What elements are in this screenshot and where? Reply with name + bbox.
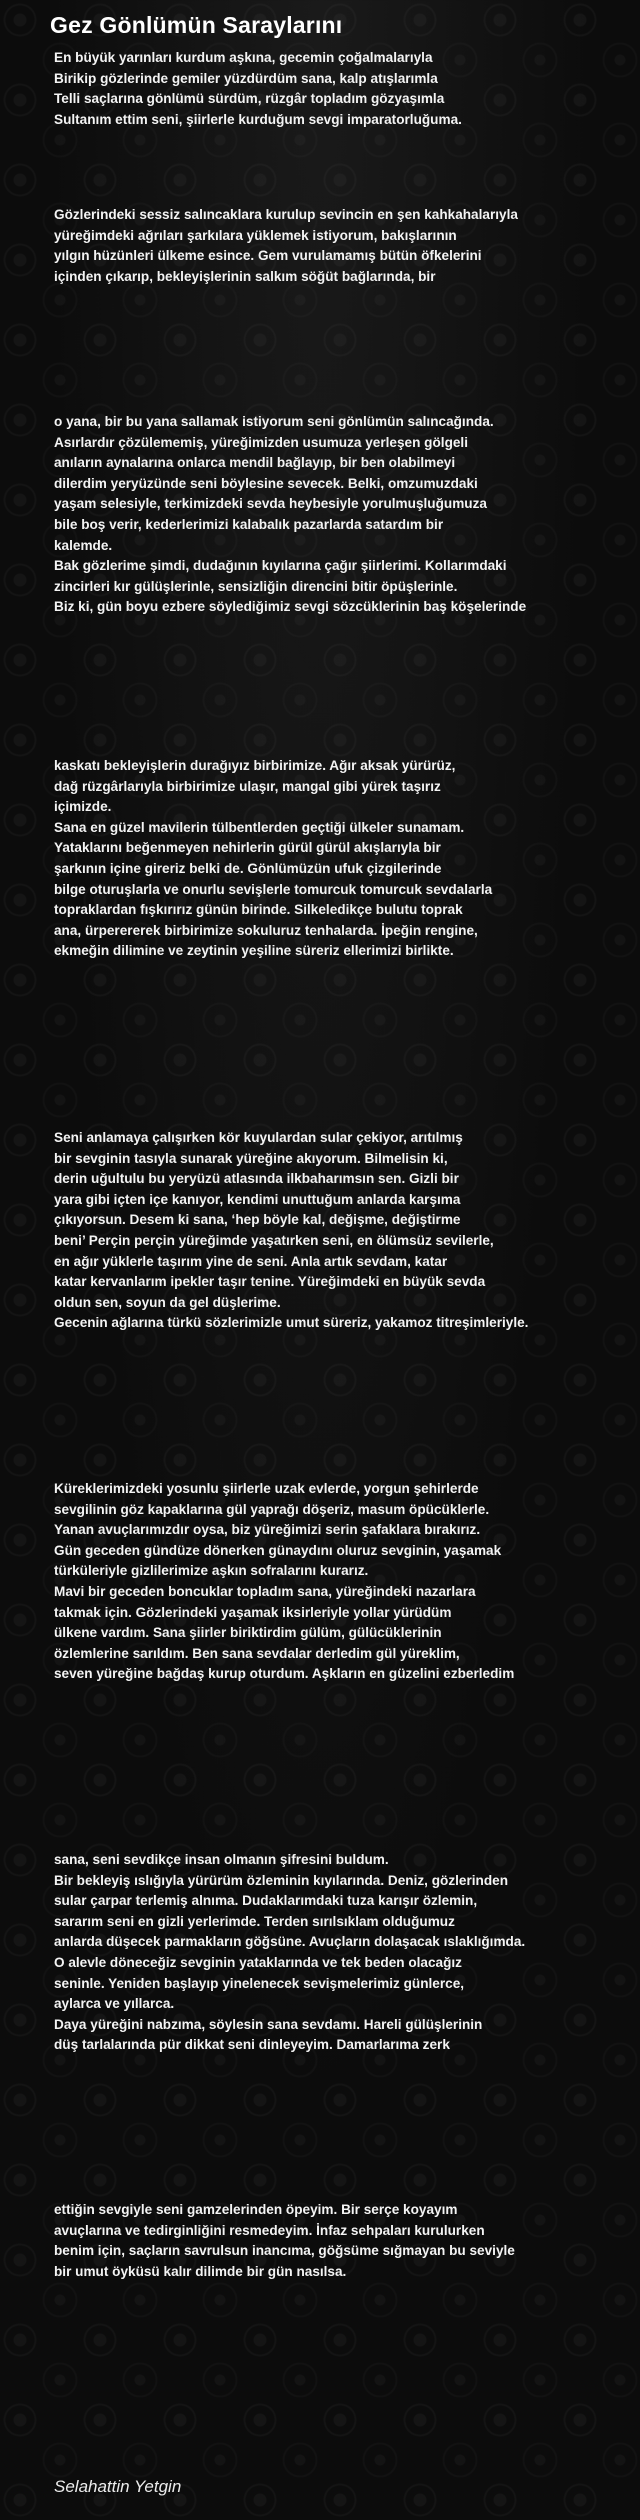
poem-line: beni’ Perçin perçin yüreğimde yaşatırken seni, en ölümsüz sevilerle, xyxy=(54,1232,494,1248)
poem-line: bir sevginin tasıyla sunarak yüreğine akıyorum. Bilmelisin ki, xyxy=(54,1150,448,1166)
stanza-4 xyxy=(54,756,640,962)
poem-line: özlemlerine sarıldım. Ben sana sevdalar derledim gül yüreklim, xyxy=(54,1645,460,1661)
poem-line: avuçlarına ve tedirginliğini resmedeyim. İnfaz sehpaları kurulurken xyxy=(54,2222,485,2238)
stanza-3 xyxy=(54,412,640,618)
poem-line: ana, ürperererek birbirimize sokuluruz tenhalarda. İpeğin rengine, xyxy=(54,922,478,938)
poem-line: Mavi bir geceden boncuklar topladım sana, yüreğindeki nazarlara xyxy=(54,1583,476,1599)
poem-title: Gez Gönlümün Saraylarını xyxy=(50,12,343,38)
poem-line: kalemde. xyxy=(54,537,113,553)
poem-line: Sultanım ettim seni, şiirlerle kurduğum sevgi imparatorluğuma. xyxy=(54,111,462,127)
stanza-8 xyxy=(54,2200,640,2282)
poem-line: bile boş verir, kederlerimizi kalabalık pazarlarda satardım bir xyxy=(54,516,444,532)
poem-line: Sana en güzel mavilerin tülbentlerden geçtiği ülkeler sunamam. xyxy=(54,819,465,835)
poem-line: Birikip gözlerinde gemiler yüzdürdüm sana, kalp atışlarımla xyxy=(54,70,438,86)
poem-line: Asırlardır çözülememiş, yüreğimizden usumuza yerleşen gölgeli xyxy=(54,434,468,450)
poem-line: ettiğin sevgiyle seni gamzelerinden öpeyim. Bir serçe koyayım xyxy=(54,2202,458,2217)
poem-line: seven yüreğine bağdaş kurup oturdum. Aşkların en güzelini ezberledim xyxy=(54,1666,515,1682)
poem-line: Gözlerindeki sessiz salıncaklara kurulup sevincin en şen kahkahalarıyla xyxy=(54,207,518,222)
poem-line: oldun sen, soyun da gel düşlerime. xyxy=(54,1294,281,1310)
poem-line: takmak için. Gözlerindeki yaşamak iksirleriyle yollar yürüdüm xyxy=(54,1604,452,1620)
poem-line: düş tarlalarında pür dikkat seni dinleyeyim. Damarlarıma zerk xyxy=(54,2037,450,2053)
poem-author: Selahattin Yetgin xyxy=(54,2477,182,2496)
stanza-5 xyxy=(54,1128,640,1334)
poem-line: Biz ki, gün boyu ezbere söylediğimiz sevgi sözcüklerinin baş köşelerinde xyxy=(54,599,527,615)
poem-line: Yataklarını beğenmeyen nehirlerin gürül gürül akışlarıyla bir xyxy=(54,840,441,856)
poem-line: içinden çıkarıp, bekleyişlerinin salkım söğüt bağlarında, bir xyxy=(54,268,436,284)
poem-line: aylarca ve yıllarca. xyxy=(54,1996,175,2012)
poem-line: anlarda düşecek parmakların göğsüne. Avuçların dolaşacak ıslaklığımda. xyxy=(54,1934,526,1950)
poem-line: Küreklerimizdeki yosunlu şiirlerle uzak evlerde, yorgun şehirlerde xyxy=(54,1481,479,1496)
stanza-7 xyxy=(54,1850,640,2056)
poem-line: En büyük yarınları kurdum aşkına, gecemin çoğalmalarıyla xyxy=(54,50,433,65)
poem-line: katar kervanlarım ipekler taşır tenine. Yüreğimdeki en büyük sevda xyxy=(54,1274,486,1290)
poem-line: Daya yüreğini nabzıma, söylesin sana sevdamı. Hareli gülüşlerinin xyxy=(54,2016,483,2032)
poem-line: sular çarpar terlemiş alnıma. Dudaklarımdaki tuza karışır özlemin, xyxy=(54,1893,478,1909)
poem-line: Gün geceden gündüze dönerken günaydını oluruz sevginin, yaşamak xyxy=(54,1542,502,1558)
poem-line: dağ rüzgârlarıyla birbirimize ulaşır, mangal gibi yürek taşırız xyxy=(54,778,441,794)
poem-line: derin uğultulu bu yeryüzü atlasında ilkbaharımsın sen. Gizli bir xyxy=(54,1171,459,1187)
poem-line: o yana, bir bu yana sallamak istiyorum seni gönlümün salıncağında. xyxy=(54,414,494,429)
poem-line: kaskatı bekleyişlerin durağıyız birbirimize. Ağır aksak yürürüz, xyxy=(54,758,456,773)
poem-line: O alevle döneceğiz sevginin yataklarında ve tek beden olacağız xyxy=(54,1954,462,1970)
poem-line: zincirleri kır gülüşlerinle, sensizliğin direncini bitir öpüşlerinle. xyxy=(54,578,458,594)
poem-line: yaşam selesiyle, terkimizdeki sevda heybesiyle yorulmuşluğumuza xyxy=(54,496,487,512)
poem-line: içimizde. xyxy=(54,799,112,815)
poem-line: bir umut öyküsü kalır dilimde bir gün nasılsa. xyxy=(54,2263,347,2279)
poem-line: Telli saçlarına gönlümü sürdüm, rüzgâr topladım gözyaşımla xyxy=(54,91,445,107)
poem-line: yara gibi içten içe kanıyor, kendimi unuttuğum anlarda karşıma xyxy=(54,1191,461,1207)
poem-line: türküleriyle gizlilerimize aşkın sofralarını kurarız. xyxy=(54,1563,369,1579)
poem-line: şarkının içine gireriz belki de. Gönlümüzün ufuk çizgilerinde xyxy=(54,860,442,876)
poem-line: sararım seni en gizli yerlerimde. Terden sırılsıklam olduğumuz xyxy=(54,1913,455,1929)
poem-line: benim için, saçların savrulsun inancıma, göğsüme sığmayan bu seviyle xyxy=(54,2243,515,2259)
poem-line: Bir bekleyiş ıslığıyla yürürüm özleminin kıyılarında. Deniz, gözlerinden xyxy=(54,1872,509,1888)
poem-line: Gecenin ağlarına türkü sözlerimizle umut süreriz, yakamoz titreşimleriyle. xyxy=(54,1315,529,1331)
poem-line: ekmeğin dilimine ve zeytinin yeşiline süreriz ellerimizi birlikte. xyxy=(54,943,454,959)
poem-line: çıkıyorsun. Desem ki sana, ‘hep böyle kal, değişme, değiştirme xyxy=(54,1212,461,1228)
stanza-6 xyxy=(54,1479,640,1685)
poem-line: sevgilinin göz kapaklarına gül yaprağı döşeriz, masum öpücüklerle. xyxy=(54,1501,490,1517)
poem-line: Seni anlamaya çalışırken kör kuyulardan sular çekiyor, arıtılmış xyxy=(54,1130,463,1145)
poem-line: topraklardan fışkırırız günün birinde. Silkeledikçe bulutu toprak xyxy=(54,902,463,918)
poem-line: en ağır yüklerle taşırım yine de seni. Anla artık sevdam, katar xyxy=(54,1253,448,1269)
stanza-2 xyxy=(54,205,640,287)
poem-line: yılgın hüzünleri ülkeme esince. Gem vurulamamış bütün öfkelerini xyxy=(54,248,482,264)
poem-line: yüreğimdeki ağrıları şarkılara yüklemek istiyorum, bakışlarının xyxy=(54,227,457,243)
poem-line: Yanan avuçlarımızdır oysa, biz yüreğimizi serin şafaklara bırakırız. xyxy=(54,1522,481,1538)
poem-line: ülkene vardım. Sana şiirler biriktirdim gülüm, gülücüklerinin xyxy=(54,1625,442,1641)
poem-line: anıların aynalarına onlarca mendil bağlayıp, bir ben olabilmeyi xyxy=(54,455,456,471)
poem-line: sana, seni sevdikçe insan olmanın şifresini buldum. xyxy=(54,1852,389,1867)
poem-line: dilerdim yeryüzünde seni böylesine sevecek. Belki, omzumuzdaki xyxy=(54,475,478,491)
poem-line: Bak gözlerime şimdi, dudağının kıyılarına çağır şiirlerimi. Kollarımdaki xyxy=(54,558,507,574)
poem-line: bilge oturuşlarla ve onurlu sevişlerle tomurcuk tomurcuk sevdalarla xyxy=(54,881,493,897)
poem-line: seninle. Yeniden başlayıp yinelenecek sevişmelerimiz günlerce, xyxy=(54,1975,465,1991)
stanza-1 xyxy=(54,48,640,130)
